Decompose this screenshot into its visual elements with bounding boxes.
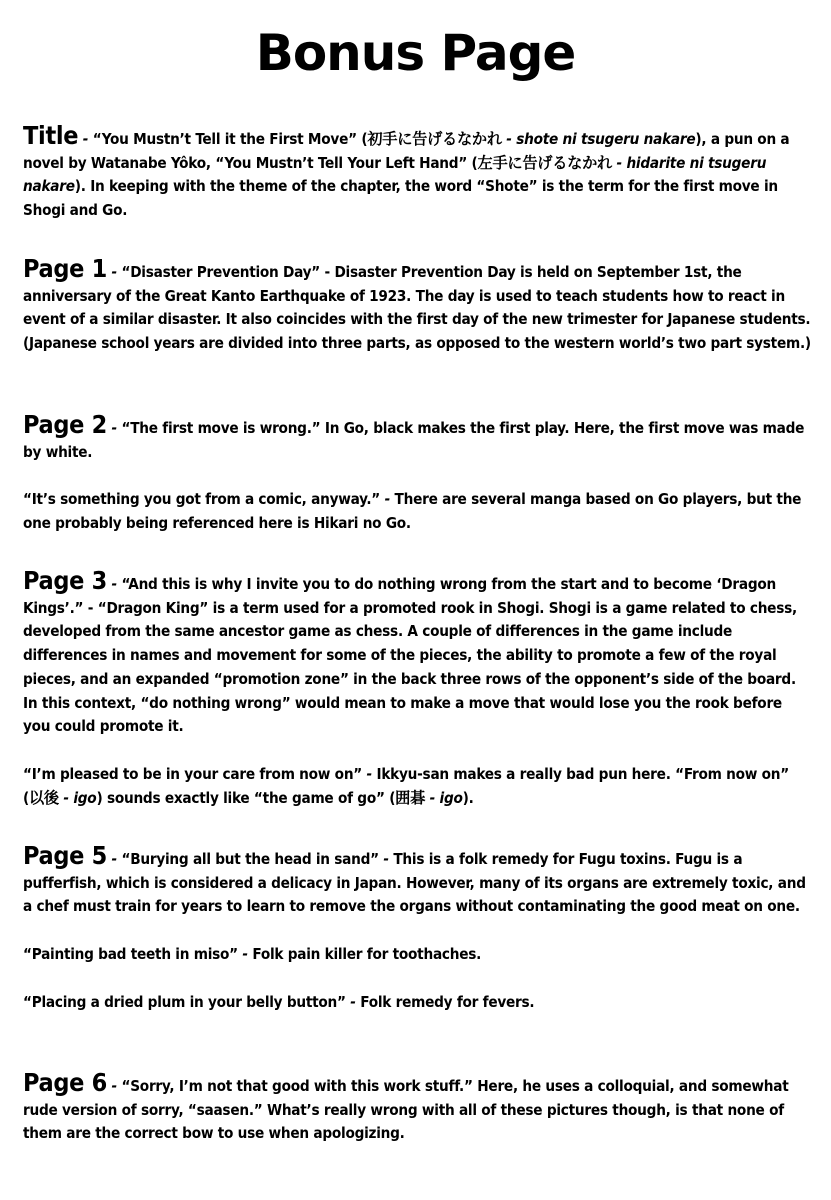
entry-page-3	[23, 566, 813, 810]
entry-text: This is a folk remedy for Fugu toxins. Fugu is a pufferfish, which is considered a delicacy in Japan. However, many of its organs are extremely toxic, and a chef must train for years to learn to remove the organs without contaminating the good meat on one.	[23, 850, 806, 916]
entry-dash: -	[111, 419, 117, 437]
entry-page-5-note-2	[23, 991, 813, 1015]
entry-dash: -	[429, 788, 436, 807]
entry-header: Page 3	[23, 566, 108, 595]
entry-page-3-note	[23, 763, 813, 810]
note-quote: “Painting bad teeth in miso”	[23, 945, 238, 964]
entry-page-6	[23, 1068, 813, 1146]
entry-dash: -	[111, 263, 117, 281]
entry-header: Title	[23, 121, 79, 150]
note-text: ).	[462, 788, 474, 807]
note-quote: “Placing a dried plum in your belly button”	[23, 992, 346, 1011]
entry-page-6-text	[23, 1068, 813, 1146]
entry-page-2-note	[23, 488, 813, 535]
note-text: Ikkyu-san makes a really bad pun here. “From now on” (以後	[23, 764, 789, 807]
entry-dash: -	[111, 575, 117, 593]
entry-dash: -	[383, 850, 389, 868]
entry-dash: -	[366, 764, 372, 783]
entry-text: “You Mustn’t Tell it the First Move” (初手に告げるなかれ	[92, 130, 502, 148]
entry-text: ), a pun on a novel by Watanabe Yôko, “You Mustn’t Tell Your Left Hand” (左手に告げるなかれ	[23, 130, 790, 172]
entry-dash: -	[384, 490, 390, 509]
note-quote: “It’s something you got from a comic, anyway.”	[23, 490, 381, 509]
entry-dash: -	[111, 850, 117, 868]
entry-title	[23, 121, 813, 223]
entry-text: “Disaster Prevention Day” - Disaster Prevention Day is held on September 1st, the anniversary of the Great Kanto Earthquake of 1923. The day is used to teach students how to react in event of a similar disaster. It also coincides with the first day of the new trimester for Japanese students. (Japanese school years are divided into three parts, as opposed to the western world’s two part system.)	[23, 263, 811, 353]
entry-dash: -	[616, 153, 622, 172]
romanization: shote ni tsugeru nakare	[516, 130, 696, 148]
romanization: igo	[73, 788, 97, 807]
entry-dash: -	[111, 1077, 117, 1095]
entry-quote: “Burying all but the head in sand”	[121, 850, 379, 868]
romanization: igo	[439, 788, 463, 807]
entry-page-5-note-1	[23, 943, 813, 967]
entry-text: ). In keeping with the theme of the chapter, the word “Shote” is the term for the first move in Shogi and Go.	[23, 177, 778, 220]
entry-header: Page 6	[23, 1068, 108, 1097]
entry-header: Page 1	[23, 254, 108, 283]
entry-page-1-text	[23, 254, 813, 356]
page-title: Bonus Page	[255, 24, 576, 82]
note-quote: “I’m pleased to be in your care from now on”	[23, 764, 363, 783]
entry-page-3-text	[23, 566, 813, 739]
entry-page-2	[23, 410, 813, 536]
entry-page-5-text	[23, 841, 813, 919]
entry-page-2-text	[23, 410, 813, 464]
entry-dash: -	[63, 788, 69, 807]
entry-dash: -	[82, 130, 89, 148]
entry-header: Page 5	[23, 841, 108, 870]
entry-page-5	[23, 841, 813, 1015]
entry-dash: -	[350, 992, 356, 1011]
note-text: Folk pain killer for toothaches.	[252, 945, 482, 964]
entry-dash: -	[242, 945, 248, 964]
note-text: ) sounds exactly like “the game of go” (囲碁	[96, 788, 426, 807]
note-text: There are several manga based on Go players, but the one probably being referenced here is Hikari no Go.	[23, 490, 802, 533]
note-text: Folk remedy for fevers.	[360, 992, 535, 1011]
entry-page-1	[23, 254, 813, 356]
entry-text: “And this is why I invite you to do nothing wrong from the start and to become ‘Dragon Kings’.” - “Dragon King” is a term used for a promoted rook in Shogi. Shogi is a game related to chess, developed from the same ancestor game as chess. A couple of differences in the game include differences in names and movement for some of the pieces, the ability to promote a few of the royal pieces, and an expanded “promotion zone” in the back three rows of the opponent’s side of the board. In this context, “do nothing wrong” would mean to make a move that would lose you the rook before you could promote it.	[23, 575, 797, 736]
romanization: hidarite ni tsugeru nakare	[23, 153, 767, 196]
entry-header: Page 2	[23, 410, 108, 439]
entry-text: “Sorry, I’m not that good with this work stuff.” Here, he uses a colloquial, and somewhat rude version of sorry, “saasen.” What’s really wrong with all of these pictures though, is that none of them are the correct bow to use when apologizing.	[23, 1077, 789, 1143]
entry-dash: -	[506, 130, 512, 148]
entry-text: “The first move is wrong.” In Go, black makes the first play. Here, the first move was made by white.	[23, 419, 805, 461]
entry-title-text	[23, 121, 813, 223]
